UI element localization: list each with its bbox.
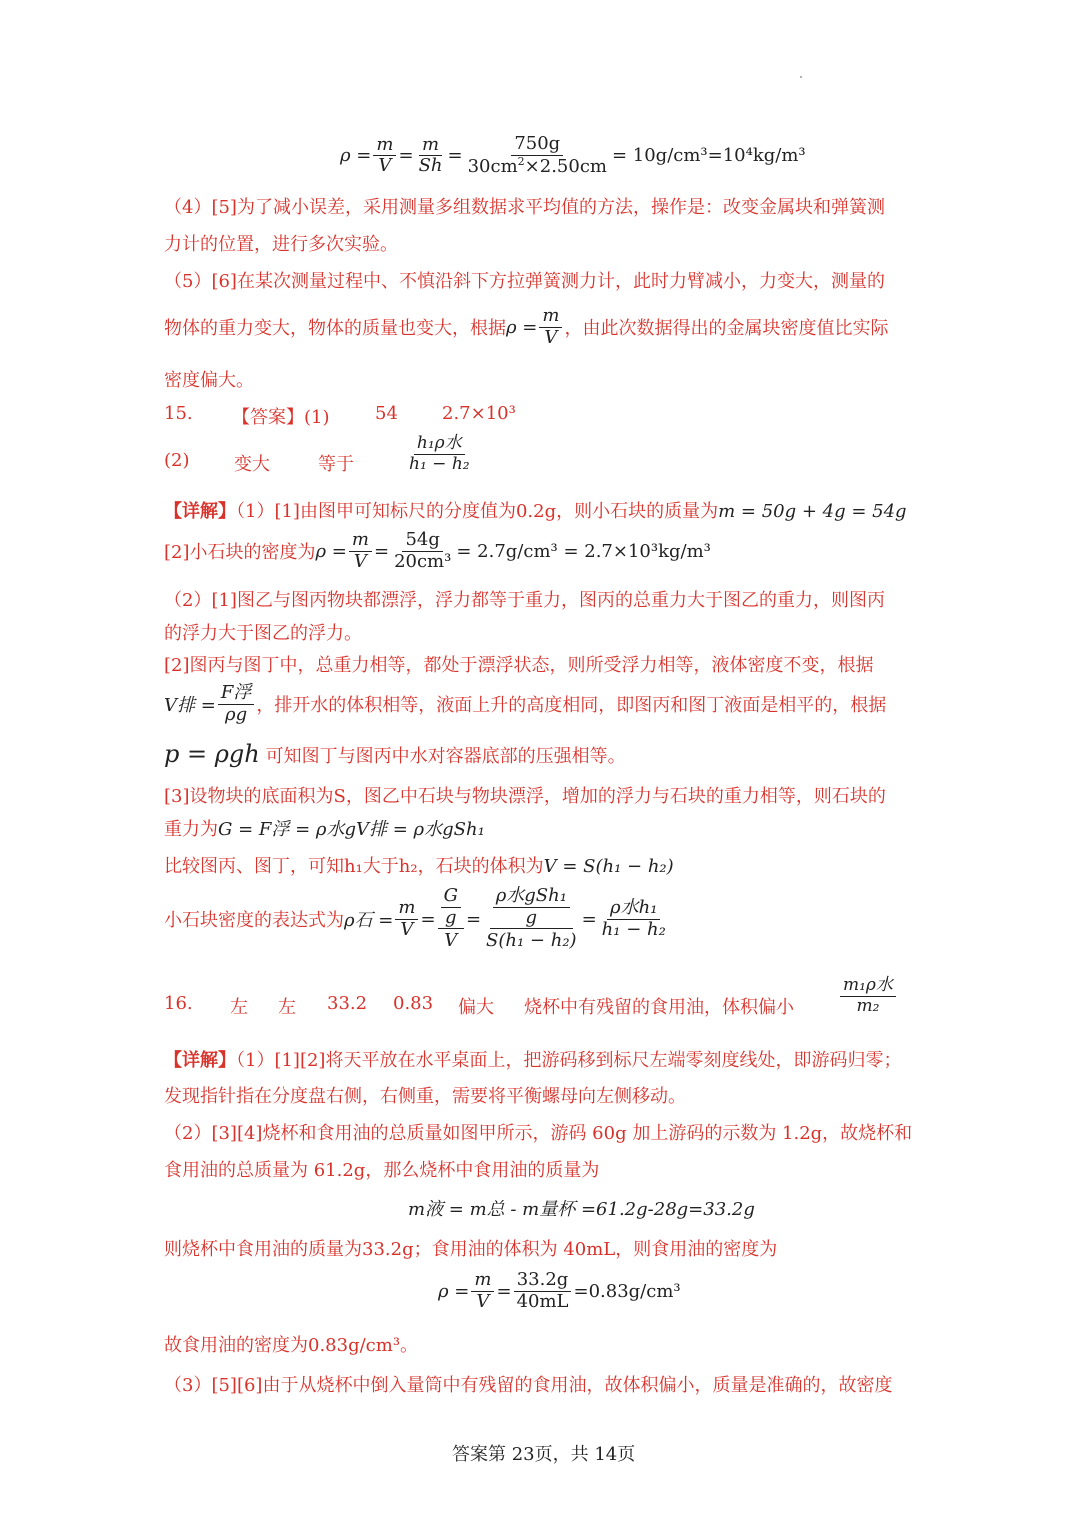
speck	[800, 76, 802, 78]
q15-detail-line2: [2]小石块的密度为 ρ = $\frac{m}{V}$ = $\frac{54g}{\text{20cm³}}$ = 2.7g/cm³ = 2.7×10³kg/m³	[164, 529, 711, 572]
q15-value-2: 2.7×10³	[442, 403, 516, 424]
q15-answer-tag: 【答案】(1)	[232, 407, 330, 428]
q16-detail-line6: 则烧杯中食用油的质量为33.2g；食用油的体积为 40mL，则食用油的密度为	[164, 1239, 778, 1260]
para4-line2: 力计的位置，进行多次实验。	[164, 234, 398, 255]
q16-detail-line9: （3）[5][6]由于从烧杯中倒入量筒中有残留的食用油，故体积偏小，质量是准确的，故密度	[164, 1375, 893, 1396]
q16-detail-line1: 【详解】（1）[1][2]将天平放在水平桌面上，把游码移到标尺左端零刻度线处，即游码归零；	[164, 1050, 902, 1071]
q16-detail-line4: 食用油的总质量为 61.2g，那么烧杯中食用油的质量为	[164, 1160, 600, 1181]
q16-answer-3: 33.2	[327, 993, 368, 1014]
q16-answer-6: 烧杯中有残留的食用油，体积偏小	[524, 997, 794, 1018]
para5-line2: 物体的重力变大，物体的质量也变大，根据 ρ = $\frac{m}{V}$ ，由此次数据得出的金属块密度值比实际	[164, 305, 889, 348]
q16-answer-5: 偏大	[458, 997, 494, 1018]
q16-detail-line2: 发现指针指在分度盘右侧，右侧重，需要将平衡螺母向左侧移动。	[164, 1086, 686, 1107]
para5-line3: 密度偏大。	[164, 370, 254, 391]
page-footer: 答案第 23页，共 14页	[452, 1444, 636, 1465]
q15-detail-line5: [2]图丙与图丁中，总重力相等，都处于漂浮状态，则所受浮力相等，液体密度不变，根据	[164, 655, 874, 676]
q15-detail-line7: p = ρgh 可知图丁与图丙中水对容器底部的压强相等。	[164, 740, 626, 768]
q15-detail-line9: 重力为G = F浮 = ρ水gV排 = ρ水gSh₁	[164, 819, 485, 840]
q15-fraction: $\frac{\text{h₁ρ水}}{\text{h₁ − h₂}}$	[409, 433, 470, 474]
para5-line1: （5）[6]在某次测量过程中、不慎沿斜下方拉弹簧测力计，此时力臂减小，力变大，测量的	[164, 271, 885, 292]
q16-detail-formula-mass: m液 = m总 - m量杯 =61.2g-28g=33.2g	[408, 1199, 755, 1220]
q15-detail-line1: 【详解】（1）[1]由图甲可知标尺的分度值为0.2g，则小石块的质量为m = 50g + 4g = 54g	[164, 501, 907, 522]
q15-detail-line3: （2）[1]图乙与图丙物块都漂浮，浮力都等于重力，图丙的总重力大于图乙的重力，则图丙	[164, 590, 885, 611]
q16-detail-line3: （2）[3][4]烧杯和食用油的总质量如图甲所示，游码 60g 加上游码的示数为 1.2g，故烧杯和	[164, 1123, 913, 1144]
q16-answer-4: 0.83	[393, 993, 434, 1014]
q15-detail-line8: [3]设物块的底面积为S，图乙中石块与物块漂浮，增加的浮力与石块的重力相等，则石块的	[164, 786, 886, 807]
q15-word-1: 变大	[234, 454, 270, 475]
q16-answer-1: 左	[230, 997, 248, 1018]
formula-density-top: ρ = $\frac{m}{V}$ = $\frac{m}{Sh}$ = $\frac{750g}{30cm^2\times 2.50cm}$ = 10g/cm³=10⁴kg/m³	[340, 133, 806, 177]
q15-number: 15.	[164, 403, 193, 424]
q16-detail-formula-density: ρ = $\frac{m}{V}$ = $\frac{33.2g}{40mL}$ =0.83g/cm³	[438, 1269, 681, 1312]
q15-detail-line11: 小石块密度的表达式为 ρ石 = $\frac{m}{V}$ = $\frac{\frac{G}{g}}{V}$ = $\frac{\frac{\text{ρ水gSh₁}}{g}}{\text{S(h₁ − h₂)}}$ = $\frac{\text{ρ水h₁}}{\text{h₁ − h₂}}$	[164, 885, 666, 952]
q16-fraction: $\frac{\text{m₁ρ水}}{\text{m₂}}$	[838, 976, 898, 1016]
q16-detail-line8: 故食用油的密度为0.83g/cm³。	[164, 1335, 419, 1356]
q15-detail-line4: 的浮力大于图乙的浮力。	[164, 623, 362, 644]
q15-value-1: 54	[375, 403, 398, 424]
q15-detail-line6: V排 = $\frac{\text{F浮}}{\rho g}$ ，排开水的体积相等，液面上升的高度相同，即图丙和图丁液面是相平的，根据	[164, 682, 887, 725]
q15-detail-line10: 比较图丙、图丁，可知h₁大于h₂，石块的体积为V = S(h₁ − h₂)	[164, 856, 674, 877]
q16-answer-2: 左	[278, 997, 296, 1018]
para4-line1: （4）[5]为了减小误差，采用测量多组数据求平均值的方法，操作是：改变金属块和弹簧测	[164, 197, 885, 218]
q15-part2: (2)	[164, 450, 190, 471]
q15-word-2: 等于	[318, 454, 354, 475]
q16-number: 16.	[164, 993, 193, 1014]
